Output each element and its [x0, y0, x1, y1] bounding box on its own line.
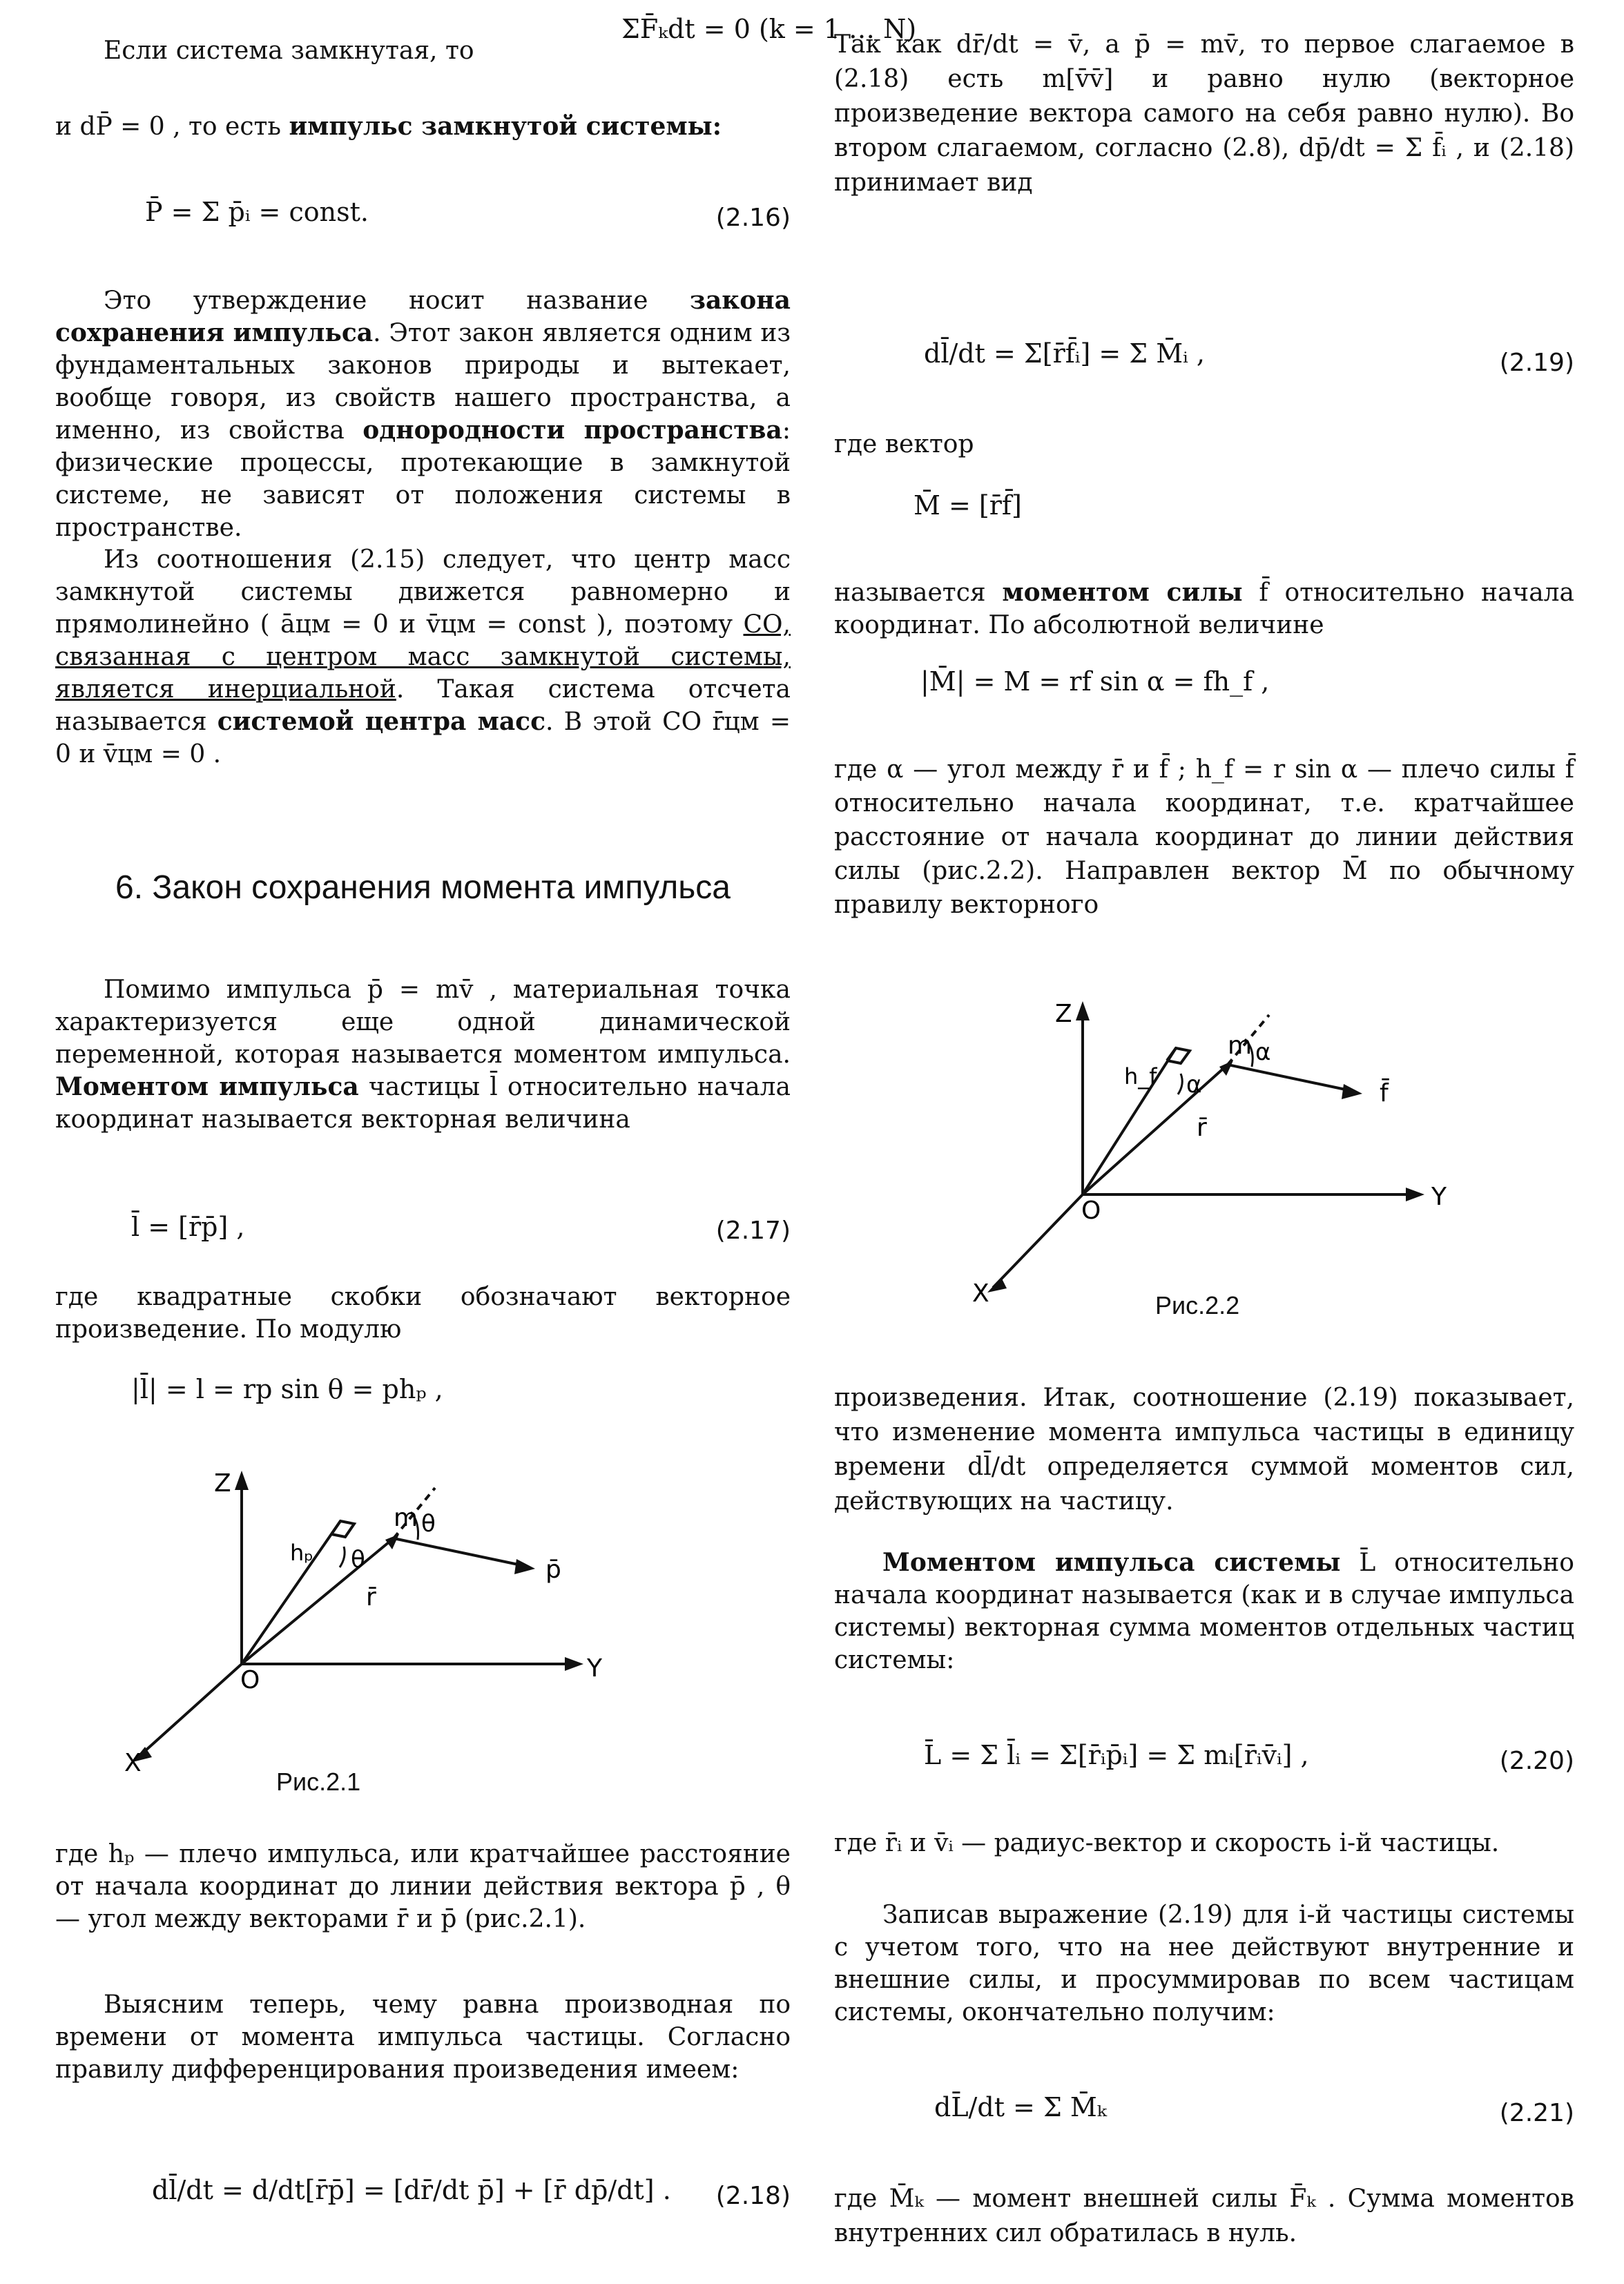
text: . В этой СО r̄цм = 0 и v̄цм = 0 . — [55, 708, 791, 768]
text: . Такая система отсчета называется — [55, 675, 791, 736]
force-vector-f — [1228, 1065, 1352, 1091]
z-arrowhead — [1076, 1001, 1090, 1020]
equation-number-2-16: (2.16) — [715, 204, 791, 232]
formula-2-16: P̄ = Σ p̄ᵢ = const. — [145, 197, 369, 227]
text: где α — угол между r̄ и f̄ ; h_f = r sin α — плечо силы f̄ относительно начала координат, т.е. кратчайшее расстояние от начала координат до линии действия силы (рис.2.2). Направлен вектор M̄ по обычному правилу векторного — [834, 755, 1574, 919]
fig2-label-f: f̄ — [1380, 1079, 1389, 1107]
section-heading: 6. Закон сохранения момента импульса — [115, 869, 731, 906]
x-axis — [138, 1664, 242, 1757]
text: . Этот закон является одним из фундаментальных законов природы и вытекает, вообще говоря, из свойств нашего пространства, а именно, из свойства — [55, 319, 791, 445]
text: частицы l̄ относительно начала координат называется векторная величина — [55, 1073, 791, 1134]
paragraph-lever-arm — [55, 1838, 791, 1935]
f-arrowhead — [1342, 1084, 1362, 1099]
right-angle-mark — [1167, 1048, 1190, 1063]
paragraph-conclusion-2-19 — [834, 1381, 1574, 1519]
fig1-label-h: hₚ — [290, 1540, 313, 1566]
text: где квадратные скобки обозначают векторное произведение. По модулю — [55, 1283, 791, 1344]
bold-term: однородности пространства — [362, 416, 782, 445]
formula-modulus-l: |l̄| = l = rp sin θ = phₚ , — [131, 1374, 443, 1404]
paragraph-conservation-law — [55, 284, 791, 544]
theta-arc-left — [340, 1547, 345, 1567]
formula-2-17: l̄ = [r̄p̄] , — [131, 1212, 245, 1242]
text: Помимо импульса p̄ = mv̄ , материальная точка характеризуется еще одной динамической переменной, которая называется моментом импульса. — [55, 976, 791, 1069]
fig2-label-alpha-right: α — [1255, 1038, 1271, 1066]
fig1-label-y: Y — [587, 1654, 602, 1683]
equation-number-2-17: (2.17) — [715, 1217, 791, 1245]
bold-term: системой центра масс — [217, 707, 546, 736]
figure-2-1-caption: Рис.2.1 — [276, 1768, 361, 1796]
text: f̄ относительно начала координат. По абсолютной величине — [834, 579, 1575, 639]
fig2-label-x: X — [972, 1279, 989, 1308]
paragraph-angle-alpha — [834, 753, 1574, 922]
text: где вектор — [834, 430, 974, 458]
fig1-label-p: p̄ — [545, 1556, 561, 1584]
formula-sum-forces: ΣF̄ₖdt = 0 (k = 1 … N) — [621, 14, 917, 44]
paragraph-vector-product — [55, 1281, 791, 1346]
r-arrowhead — [385, 1534, 399, 1549]
fig2-label-h: h_f — [1124, 1063, 1157, 1090]
paragraph-center-of-mass — [55, 543, 791, 771]
z-arrowhead — [235, 1471, 249, 1490]
bold-term: моментом силы — [1002, 578, 1243, 607]
fig2-label-alpha-left: α — [1186, 1071, 1202, 1099]
right-angle-mark — [331, 1521, 354, 1537]
r-arrowhead — [1219, 1061, 1233, 1076]
x-axis — [993, 1194, 1083, 1288]
equation-number-2-20: (2.20) — [1499, 1747, 1574, 1775]
fig1-label-r: r̄ — [366, 1583, 376, 1612]
fig1-label-theta-left: θ — [351, 1546, 365, 1574]
fig2-label-m: m — [1228, 1032, 1253, 1060]
fig1-label-x: X — [124, 1749, 142, 1777]
paragraph-moment-of-force — [834, 577, 1574, 641]
text: где M̄ₖ — момент внешней силы F̄ₖ . Сумма моментов внутренних сил обратилась в нуль. — [834, 2185, 1574, 2247]
formula-2-19: dl̄/dt = Σ[r̄f̄ᵢ] = Σ M̄ᵢ , — [924, 338, 1205, 369]
paragraph-system-angular-momentum — [834, 1547, 1574, 1676]
formula-2-21: dL̄/dt = Σ M̄ₖ — [934, 2092, 1107, 2122]
text: и dP̄ = 0 , то есть — [55, 113, 289, 141]
formula-2-20: L̄ = Σ l̄ᵢ = Σ[r̄ᵢp̄ᵢ] = Σ mᵢ[r̄ᵢv̄ᵢ] , — [924, 1740, 1309, 1770]
text: произведения. Итак, соотношение (2.19) показывает, что изменение момента импульса частицы в единицу времени dl̄/dt определяется суммой моментов сил, действующих на частицу. — [834, 1384, 1574, 1516]
fig1-label-z: Z — [214, 1469, 231, 1498]
text: Выясним теперь, чему равна производная по времени от момента импульса частицы. Согласно правилу дифференцирования произведения имеем: — [55, 1991, 791, 2084]
formula-moment-def: M̄ = [r̄f̄] — [914, 490, 1022, 521]
formula-moment-modulus: |M̄| = M = rf sin α = fh_f , — [920, 666, 1270, 697]
text: Это утверждение носит название — [104, 287, 690, 315]
paragraph-summation — [834, 1899, 1574, 2029]
paragraph-derivative — [55, 1988, 791, 2086]
bold-term: закона сохранения импульса — [55, 286, 791, 347]
paragraph-momentum-def — [55, 110, 791, 143]
figure-2-2 — [972, 987, 1497, 1319]
fig2-label-o: O — [1081, 1197, 1101, 1225]
paragraph-radius-velocity — [834, 1826, 1574, 1861]
equation-number-2-21: (2.21) — [1499, 2099, 1574, 2127]
fig1-label-m: m — [394, 1504, 418, 1532]
fig2-label-y: Y — [1431, 1183, 1447, 1211]
figure-2-1 — [124, 1457, 621, 1802]
text: где r̄ᵢ и v̄ᵢ — радиус-вектор и скорость i-й частицы. — [834, 1829, 1500, 1857]
paragraph-where-vector — [834, 428, 1574, 461]
paragraph-first-term — [834, 28, 1574, 200]
equation-number-2-19: (2.19) — [1499, 349, 1574, 377]
text: Если система замкнутая, то — [104, 37, 474, 65]
paragraph-angular-momentum — [55, 974, 791, 1136]
fig2-label-z: Z — [1055, 1000, 1072, 1028]
fig1-label-o: O — [240, 1666, 260, 1694]
paragraph-external-moment — [834, 2182, 1574, 2251]
text: Из соотношения (2.15) следует, что центр масс замкнутой системы движется равномерно и прямолинейно ( āцм = 0 и v̄цм = const ), поэтому — [55, 545, 791, 639]
p-arrowhead — [514, 1559, 535, 1574]
fig1-label-theta-right: θ — [421, 1510, 436, 1538]
text: L̄ относительно начала координат называется (как и в случае импульса системы) векторная сумма моментов отдельных частиц системы: — [834, 1549, 1574, 1674]
formula-2-18: dl̄/dt = d/dt[r̄p̄] = [dr̄/dt p̄] + [r̄ dp̄/dt] . — [152, 2175, 671, 2205]
bold-term: Моментом импульса — [55, 1072, 359, 1101]
text: Записав выражение (2.19) для i-й частицы системы с учетом того, что на нее действуют внутренние и внешние силы, и просуммировав по всем частицам системы, окончательно получим: — [834, 1901, 1574, 2026]
equation-number-2-18: (2.18) — [715, 2182, 791, 2210]
x-arrowhead — [987, 1277, 1007, 1293]
text: называется — [834, 579, 1003, 607]
bold-term: Моментом импульса системы — [882, 1548, 1341, 1577]
text: : физические процессы, протекающие в замкнутой системе, не зависят от положения системы в пространстве. — [55, 416, 791, 542]
momentum-vector-p — [394, 1538, 525, 1566]
y-arrowhead — [565, 1657, 583, 1671]
text: Так как dr̄/dt = v̄, a p̄ = mv̄, то первое слагаемое в (2.18) есть m[v̄v̄] и равно нулю (векторное произведение вектора самого на себя равно нулю). Во втором слагаемом, согласно (2.8), dp̄/dt = Σ f̄ᵢ , и (2.18) принимает вид — [834, 30, 1574, 197]
figure-2-2-caption: Рис.2.2 — [1155, 1291, 1240, 1319]
fig2-label-r: r̄ — [1197, 1114, 1207, 1142]
bold-term: импульс замкнутой системы: — [289, 112, 722, 141]
alpha-arc-left — [1178, 1074, 1182, 1094]
underlined-text: СО, связанная с центром масс замкнутой системы, является инерциальной — [55, 610, 791, 704]
text: где hₚ — плечо импульса, или кратчайшее расстояние от начала координат до линии действия вектора p̄ , θ — угол между векторами r̄ и p̄ (рис.2.1). — [55, 1840, 791, 1933]
y-arrowhead — [1406, 1188, 1424, 1201]
